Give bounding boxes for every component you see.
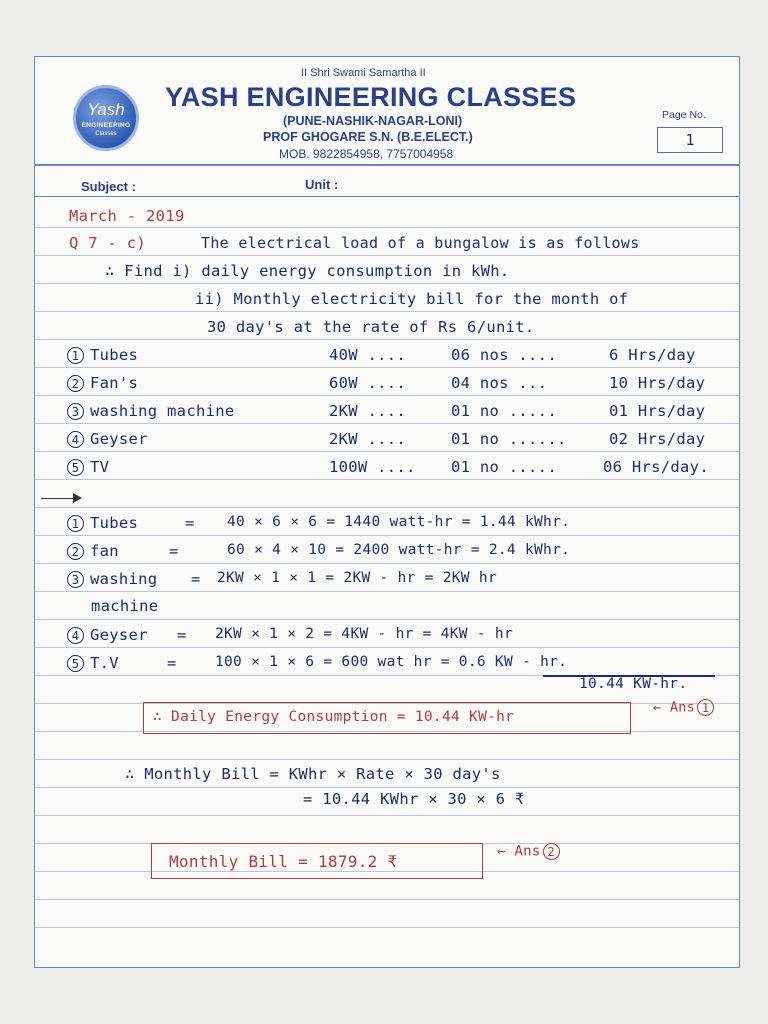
ruled-line [35, 591, 739, 592]
calc-equals: = [169, 542, 179, 560]
mobile-text: MOB. 9822854958, 7757004958 [279, 147, 454, 161]
yash-logo [73, 85, 139, 151]
ruled-line [35, 927, 739, 928]
calc-name: Tubes [90, 514, 139, 532]
unit-label: Unit : [305, 177, 339, 192]
invocation-text: II Shri Swami Samartha II [301, 67, 426, 79]
load-rating: 2KW .... [329, 402, 407, 420]
item-number-circle: 3 [67, 403, 84, 420]
load-rating: 2KW .... [329, 430, 407, 448]
calc-name: fan [90, 542, 119, 560]
load-name: washing machine [90, 402, 235, 420]
ruled-line [35, 899, 739, 900]
calc-equals: = [177, 626, 187, 644]
logo-text-classes: Classes [95, 131, 117, 137]
load-name: Geyser [90, 430, 148, 448]
answer-1-tag: ← Ans [653, 699, 696, 716]
calc-equals: = [185, 514, 195, 532]
item-number-circle: 5 [67, 459, 84, 476]
institute-title: YASH ENGINEERING CLASSES [165, 82, 577, 112]
ruled-line [35, 479, 739, 480]
item-number-circle: 3 [67, 571, 84, 588]
date-text: March - 2019 [69, 207, 185, 225]
calc-equals: = [191, 570, 201, 588]
header-rule [35, 164, 739, 166]
logo-text-engineering: ENGINEERING [81, 122, 131, 129]
load-qty: 04 nos ... [451, 374, 548, 392]
logo-text-yash: Yash [87, 100, 125, 119]
calc-expression: 2KW × 1 × 2 = 4KW - hr = 4KW - hr [215, 626, 513, 642]
question-number: Q 7 - c) [69, 234, 147, 252]
question-line-1: The electrical load of a bungalow is as follows [201, 234, 640, 252]
ruled-line [35, 423, 739, 424]
load-rating: 100W .... [329, 458, 416, 476]
answer-2-tag: ← Ans [497, 843, 541, 860]
item-number-circle: 2 [67, 375, 84, 392]
question-line-2: ∴ Find i) daily energy consumption in kWh. [105, 262, 510, 280]
page-number-box: 1 [657, 127, 723, 153]
load-hours: 06 Hrs/day. [603, 458, 709, 476]
ruled-line [35, 339, 739, 340]
ruled-line [35, 367, 739, 368]
daily-energy-answer: ∴ Daily Energy Consumption = 10.44 KW-hr [153, 709, 515, 725]
ruled-line [35, 815, 739, 816]
bill-formula: ∴ Monthly Bill = KWhr × Rate × 30 day's [125, 765, 501, 783]
load-rating: 40W .... [329, 346, 407, 364]
answer-2-circle: 2 [543, 843, 560, 860]
load-hours: 10 Hrs/day [609, 374, 706, 392]
monthly-bill-answer: Monthly Bill = 1879.2 ₹ [169, 852, 398, 871]
calc-name: machine [91, 597, 159, 615]
calc-expression: 40 × 6 × 6 = 1440 watt-hr = 1.44 kWhr. [227, 514, 571, 530]
subject-label: Subject : [81, 179, 136, 194]
item-number-circle: 4 [67, 431, 84, 448]
calc-name: Geyser [90, 626, 148, 644]
item-number-circle: 2 [67, 543, 84, 560]
professor-text: PROF GHOGARE S.N. (B.E.ELECT.) [263, 130, 473, 144]
load-qty: 01 no ..... [451, 458, 557, 476]
calc-equals: = [167, 654, 177, 672]
load-name: TV [90, 458, 110, 476]
ruled-line [35, 255, 739, 256]
item-number-circle: 1 [67, 347, 84, 364]
calc-name: washing [90, 570, 158, 588]
total-energy: 10.44 KW-hr. [579, 676, 688, 692]
load-rating: 60W .... [329, 374, 407, 392]
ruled-line [35, 507, 739, 508]
ruled-line [35, 619, 739, 620]
load-name: Fan's [90, 374, 139, 392]
calc-expression: 2KW × 1 × 1 = 2KW - hr = 2KW hr [217, 570, 497, 586]
calc-expression: 60 × 4 × 10 = 2400 watt-hr = 2.4 kWhr. [227, 542, 571, 558]
item-number-circle: 5 [67, 655, 84, 672]
ruled-line [35, 759, 739, 760]
margin-arrow-head-icon [73, 493, 82, 503]
load-qty: 01 no ..... [451, 402, 557, 420]
load-hours: 02 Hrs/day [609, 430, 706, 448]
load-hours: 01 Hrs/day [609, 402, 706, 420]
page-no-label: Page No. [662, 109, 706, 121]
ruled-line [35, 451, 739, 452]
ruled-line [35, 227, 739, 228]
ruled-line [35, 787, 739, 788]
ruled-line [35, 563, 739, 564]
ruled-line [35, 311, 739, 312]
ruled-line [35, 647, 739, 648]
load-qty: 06 nos .... [451, 346, 557, 364]
item-number-circle: 1 [67, 515, 84, 532]
question-line-4: 30 day's at the rate of Rs 6/unit. [207, 318, 535, 336]
question-line-3: ii) Monthly electricity bill for the month of [195, 290, 629, 308]
location-text: (PUNE-NASHIK-NAGAR-LONI) [283, 114, 463, 128]
load-qty: 01 no ...... [451, 430, 567, 448]
notebook-page [34, 56, 740, 968]
calc-name: T.V [90, 654, 119, 672]
item-number-circle: 4 [67, 627, 84, 644]
ruled-line [35, 535, 739, 536]
ruled-line [35, 283, 739, 284]
subject-rule [35, 196, 739, 197]
answer-1-circle: 1 [697, 699, 714, 716]
bill-substitution: = 10.44 KWhr × 30 × 6 ₹ [303, 790, 525, 808]
ruled-line [35, 395, 739, 396]
calc-expression: 100 × 1 × 6 = 600 wat hr = 0.6 KW - hr. [215, 654, 568, 670]
load-name: Tubes [90, 346, 139, 364]
load-hours: 6 Hrs/day [609, 346, 696, 364]
